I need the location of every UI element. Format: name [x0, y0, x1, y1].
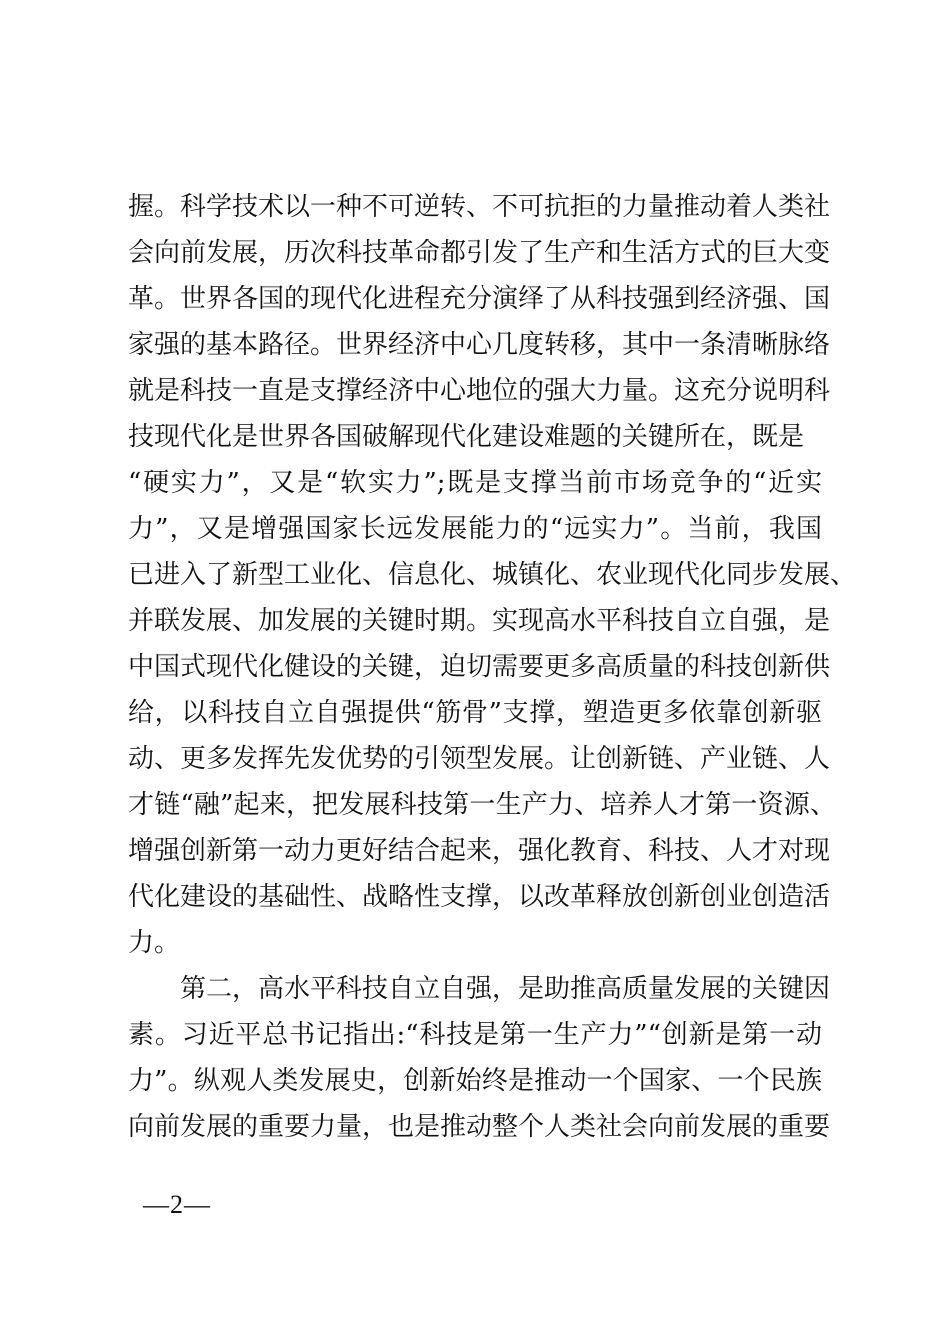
text-line: 家强的基本路径。世界经济中心几度转移，其中一条清晰脉络 — [128, 330, 831, 360]
text-line: 就是科技一直是支撑经济中心地位的强大力量。这充分说明科 — [128, 376, 831, 406]
text-line: 力。 — [128, 928, 181, 958]
text-line: 动、更多发挥先发优势的引领型发展。让创新链、产业链、人 — [128, 744, 831, 774]
text-line: 力”，又是增强国家长远发展能力的“远实力”。当前，我国 — [128, 514, 822, 544]
text-line: 素。习近平总书记指出:“科技是第一生产力”“创新是第一动 — [128, 1020, 822, 1050]
text-line: 会向前发展，历次科技革命都引发了生产和生活方式的巨大变 — [128, 238, 831, 268]
text-line: 增强创新第一动力更好结合起来，强化教育、科技、人才对现 — [128, 836, 831, 866]
text-line: 给，以科技自立自强提供“筋骨”支撑，塑造更多依靠创新驱 — [128, 698, 822, 728]
text-line: 力”。纵观人类发展史，创新始终是推动一个国家、一个民族 — [128, 1066, 822, 1096]
paragraph-start-line: 第二，高水平科技自立自强，是助推高质量发展的关键因 — [180, 974, 831, 1004]
text-line: 技现代化是世界各国破解现代化建设难题的关键所在，既是 — [128, 422, 805, 452]
text-line: 向前发展的重要力量，也是推动整个人类社会向前发展的重要 — [128, 1112, 831, 1142]
text-line: 握。科学技术以一种不可逆转、不可抗拒的力量推动着人类社 — [128, 192, 831, 222]
text-line: 中国式现代化健设的关键，迫切需要更多高质量的科技创新供 — [128, 652, 831, 682]
text-line: 已进入了新型工业化、信息化、城镇化、农业现代化同步发展、 — [128, 560, 857, 590]
text-line: 革。世界各国的现代化进程充分演绎了从科技强到经济强、国 — [128, 284, 831, 314]
page-number: —2— — [143, 1190, 211, 1219]
text-line: “硬实力”，又是“软实力”;既是支撑当前市场竞争的“近实 — [128, 468, 822, 498]
text-line: 代化建设的基础性、战略性支撑，以改革释放创新创业创造活 — [128, 882, 831, 912]
text-line: 才链“融”起来，把发展科技第一生产力、培养人才第一资源、 — [128, 790, 836, 820]
text-line: 并联发展、加发展的关键时期。实现高水平科技自立自强，是 — [128, 606, 831, 636]
